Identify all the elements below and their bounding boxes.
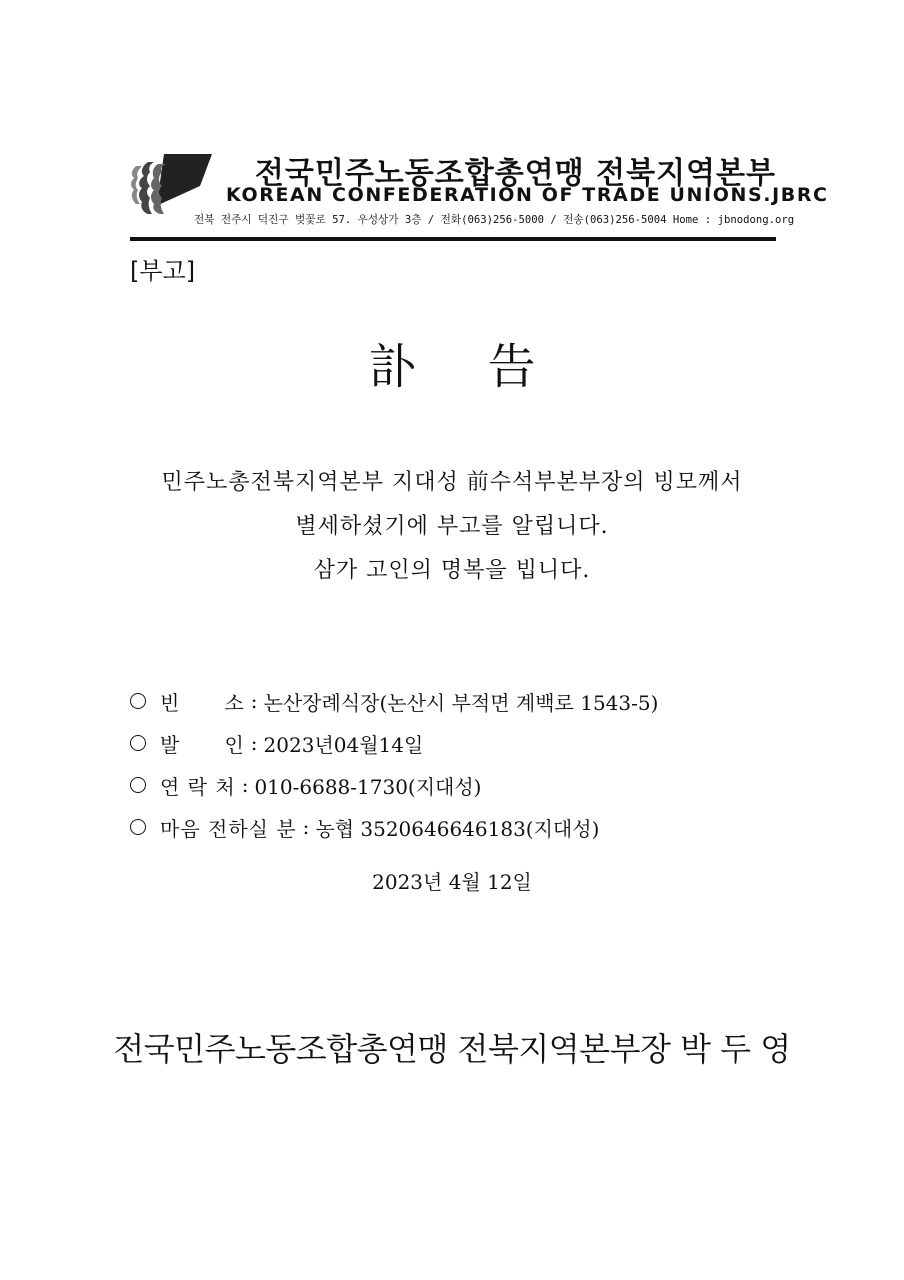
detail-departure [130, 722, 780, 764]
announcement-line: 민주노총전북지역본부 지대성 前수석부본부장의 빙모께서 [161, 470, 743, 495]
detail-condolence-account [130, 806, 780, 848]
document-label: [부고] [130, 257, 196, 285]
detail-separator: : [250, 689, 258, 713]
detail-value: 010-6688-1730(지대성) [254, 774, 482, 799]
detail-separator: : [302, 815, 310, 839]
org-name-korean: 전국민주노동조합총연맹 전북지역본부 [254, 156, 776, 191]
announcement-body [0, 461, 904, 593]
document-date: 2023년 4월 12일 [372, 870, 532, 894]
circle-bullet-icon [130, 819, 146, 835]
circle-bullet-icon [130, 777, 146, 793]
detail-value: 논산장례식장(논산시 부적면 계백로 1543-5) [263, 690, 659, 715]
letterhead [130, 148, 829, 243]
kctu-faces-logo-icon [130, 152, 212, 216]
announcement-line: 별세하셨기에 부고를 알립니다. [295, 514, 609, 539]
detail-label: 마음 전하실 분 [160, 816, 297, 841]
detail-label: 발 인 [160, 732, 245, 757]
contact-info: 전북 전주시 덕진구 벚꽃로 57. 우성상가 3층 / 전화(063)256-5000 / 전송(063)256-5004 Home : jbnodong.org [194, 214, 795, 226]
signature-line: 전국민주노동조합총연맹 전북지역본부장 박 두 영 [113, 1030, 791, 1068]
detail-contact [130, 764, 780, 806]
detail-label: 연 락 처 [160, 774, 236, 799]
circle-bullet-icon [130, 735, 146, 751]
detail-separator: : [241, 773, 249, 797]
details-list [130, 680, 780, 848]
detail-label: 빈 소 [160, 690, 245, 715]
announcement-line: 삼가 고인의 명복을 빕니다. [313, 558, 591, 583]
detail-value: 농협 3520646646183(지대성) [315, 816, 600, 841]
detail-funeral-hall [130, 680, 780, 722]
circle-bullet-icon [130, 693, 146, 709]
letterhead-divider [130, 237, 776, 241]
page-title: 訃 告 [368, 339, 564, 395]
detail-value: 2023년04월14일 [263, 732, 424, 757]
detail-separator: : [250, 731, 258, 755]
org-name-english: KOREAN CONFEDERATION OF TRADE UNIONS.JBRC [226, 184, 829, 206]
